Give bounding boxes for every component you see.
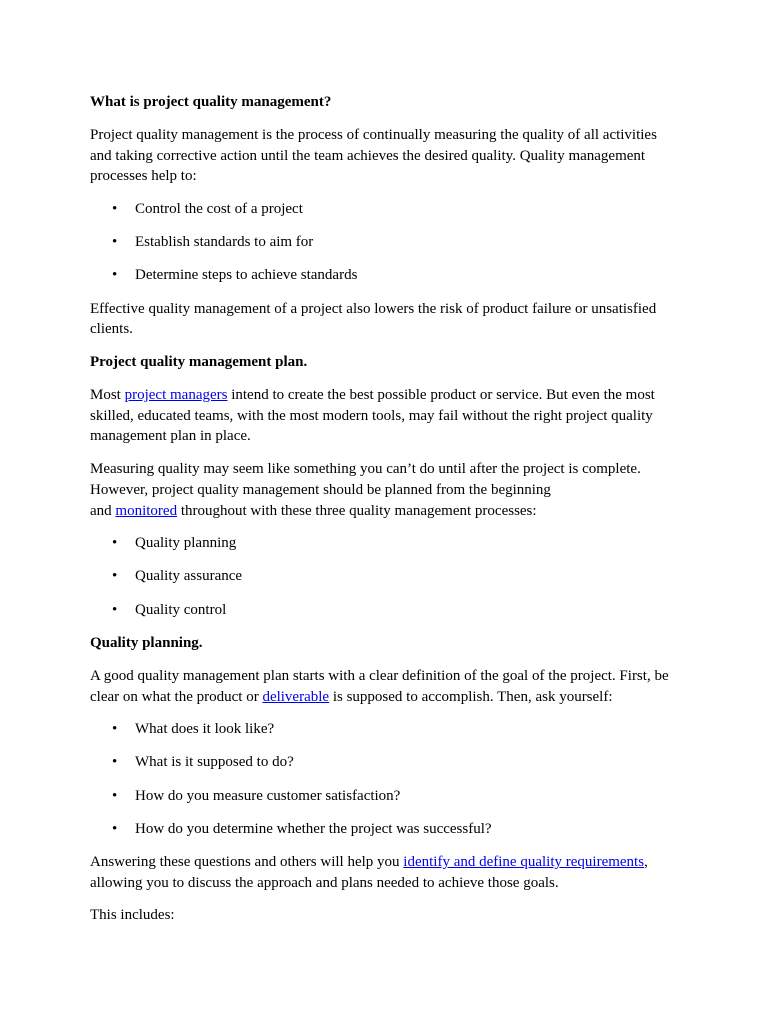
- bullet-icon: •: [112, 754, 118, 771]
- effective-paragraph: Effective quality management of a project also lowers the risk of product failure or unsatisfied clients.: [90, 300, 657, 338]
- measuring-quality-paragraph: Measuring quality may seem like something you can’t do until after the project is complete. However, project quality management should be planned from the beginning and monitored throughout with these three quality management processes:: [90, 461, 641, 519]
- intro-bullet-list: [90, 199, 680, 286]
- quality-requirements-link[interactable]: identify and define quality requirements: [403, 854, 645, 871]
- monitored-link[interactable]: monitored: [115, 502, 178, 519]
- question-bullet-list: [90, 719, 680, 840]
- good-plan-paragraph: A good quality management plan starts with a clear definition of the goal of the project. First, be clear on what the product or deliverable is supposed to accomplish. Then, ask yourself:: [90, 667, 669, 705]
- list-item: • How do you measure customer satisfaction?: [90, 786, 680, 807]
- document-page: [90, 92, 680, 938]
- project-managers-paragraph: Most project managers intend to create the best possible product or service. But even the most skilled, educated teams, with the most modern tools, may fail without the right project quality management plan in place.: [90, 387, 655, 445]
- list-item: • What is it supposed to do?: [90, 752, 680, 773]
- list-item: • Establish standards to aim for: [90, 232, 680, 253]
- bullet-icon: •: [112, 234, 118, 251]
- bullet-icon: •: [112, 787, 118, 804]
- list-item: • Control the cost of a project: [90, 199, 680, 220]
- bullet-icon: •: [112, 820, 118, 837]
- answering-paragraph: Answering these questions and others will help you identify and define quality requirements, allowing you to discuss the approach and plans needed to achieve those goals.: [90, 854, 648, 891]
- includes-paragraph: This includes:: [90, 907, 175, 924]
- list-item: • What does it look like?: [90, 719, 680, 740]
- bullet-icon: •: [112, 601, 118, 618]
- bullet-icon: •: [112, 267, 118, 284]
- list-item: • Determine steps to achieve standards: [90, 265, 680, 286]
- bullet-icon: •: [112, 721, 118, 738]
- list-item: • How do you determine whether the project was successful?: [90, 819, 680, 840]
- section-heading-quality-planning: Quality planning.: [90, 634, 203, 651]
- intro-paragraph: Project quality management is the process of continually measuring the quality of all activities and taking corrective action until the team achieves the desired quality. Quality management processes help to:: [90, 127, 657, 185]
- process-bullet-list: [90, 533, 680, 620]
- list-item: • Quality control: [90, 600, 680, 621]
- bullet-icon: •: [112, 568, 118, 585]
- project-managers-link[interactable]: project managers: [124, 387, 228, 404]
- bullet-icon: •: [112, 201, 118, 218]
- list-item: • Quality planning: [90, 533, 680, 554]
- list-item: • Quality assurance: [90, 566, 680, 587]
- bullet-icon: •: [112, 535, 118, 552]
- deliverable-link[interactable]: deliverable: [262, 688, 330, 705]
- section-heading-what-is: What is project quality management?: [90, 94, 332, 110]
- section-heading-plan: Project quality management plan.: [90, 354, 308, 371]
